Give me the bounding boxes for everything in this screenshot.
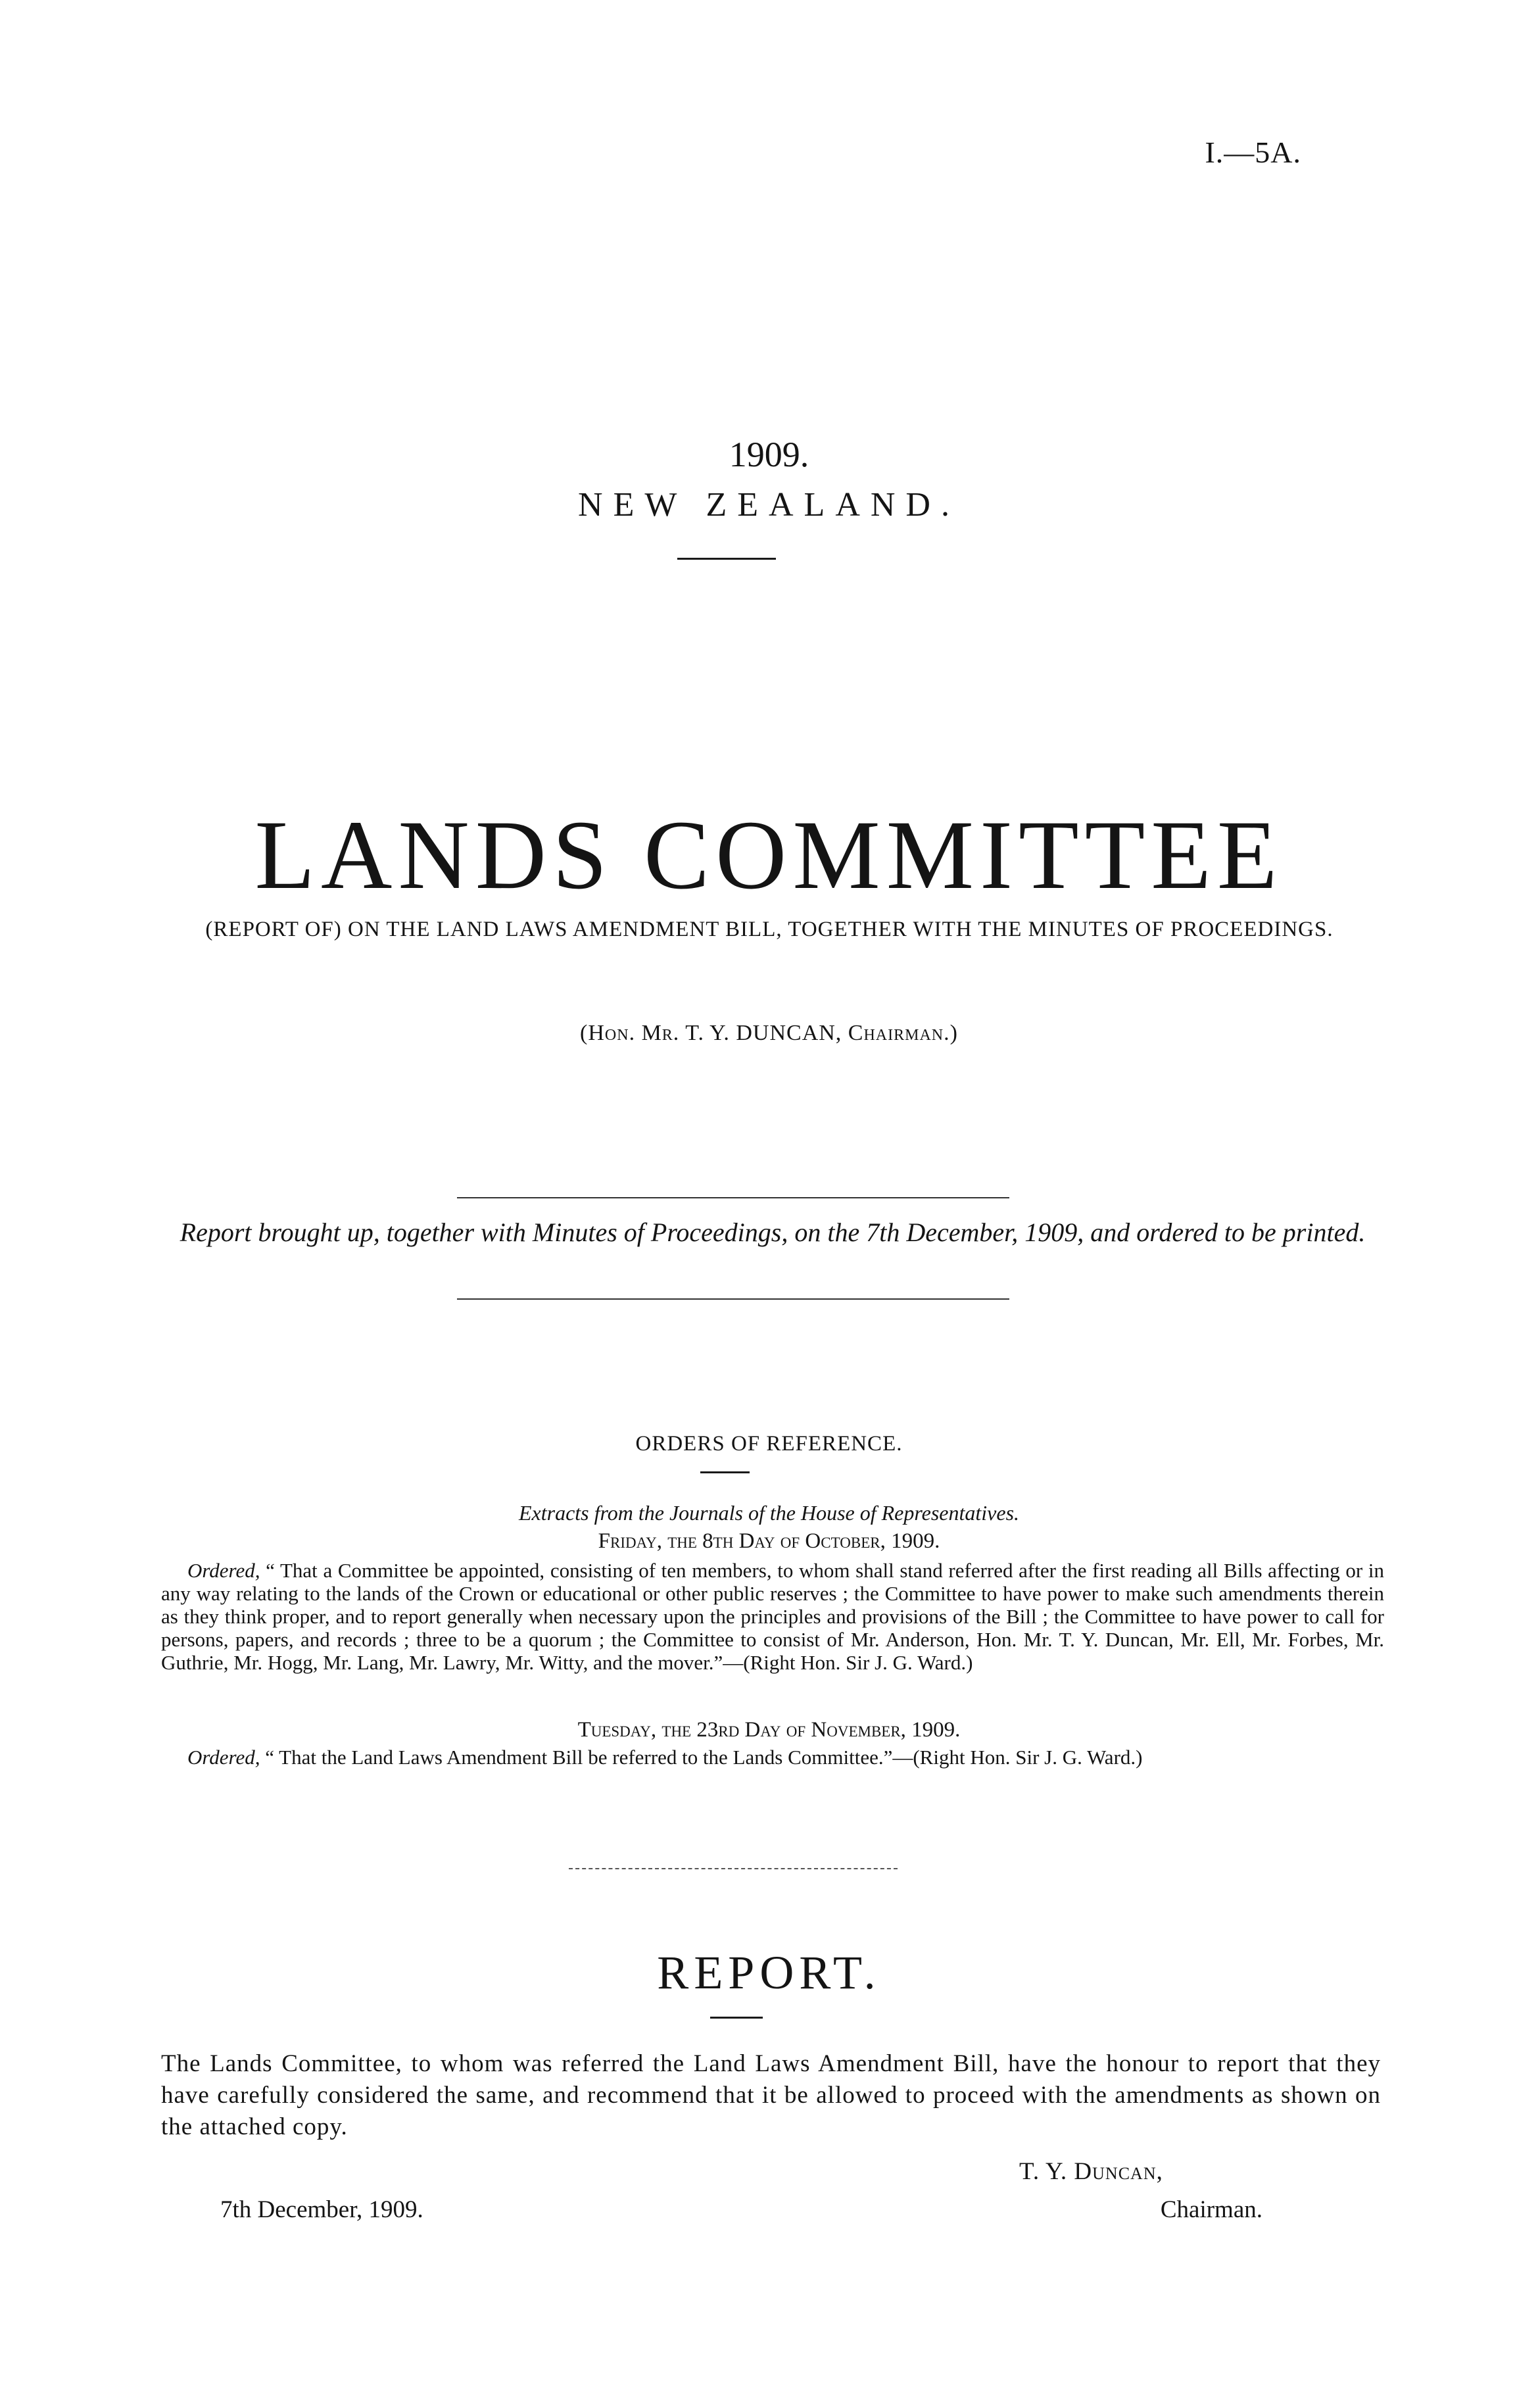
- report-heading: REPORT.: [657, 1946, 881, 1999]
- journal-extracts-caption: Extracts from the Journals of the House of Representatives.: [518, 1501, 1020, 1525]
- document-subtitle: (REPORT OF) ON THE LAND LAWS AMENDMENT BILL, TOGETHER WITH THE MINUTES OF PROCEEDINGS.: [205, 918, 1334, 941]
- signature-title: Chairman.: [1160, 2196, 1262, 2223]
- divider: [569, 1868, 898, 1869]
- divider: [700, 1471, 750, 1473]
- order-text: [161, 1559, 1384, 1674]
- orders-of-reference-heading: ORDERS OF REFERENCE.: [635, 1432, 903, 1456]
- document-reference-number: I.—5A.: [1205, 135, 1301, 169]
- order-body: “ That a Committee be appointed, consisting of ten members, to whom shall stand referred after the first reading all Bills affecting or in any way relating to the lands of the Crown or educational or other public reserves ; the Committee to have power to make such amendments therein as they think proper, and to report generally when necessary upon the principles and provisions of the Bill ; the Committee to have power to call for persons, papers, and records ; three to be a quorum ; the Committee to consist of Mr. Anderson, Hon. Mr. T. Y. Duncan, Mr. Ell, Mr. Forbes, Mr. Guthrie, Mr. Hogg, Mr. Lang, Mr. Lawry, Mr. Witty, and the mover.”—(Right Hon. Sir J. G. Ward.): [161, 1559, 1384, 1674]
- divider: [677, 558, 776, 560]
- divider: [710, 2017, 763, 2019]
- report-brought-up-note: Report brought up, together with Minutes of Proceedings, on the 7th December, 1909, and ordered to be printed.: [180, 1217, 1366, 1247]
- signature-name: T. Y. Duncan,: [1019, 2158, 1163, 2185]
- ordered-label: Ordered,: [187, 1746, 260, 1769]
- order-body: “ That the Land Laws Amendment Bill be referred to the Lands Committee.”—(Right Hon. Sir J. G. Ward.): [265, 1746, 1143, 1769]
- order-text: [161, 1746, 1384, 1769]
- country-heading: NEW ZEALAND.: [578, 486, 960, 524]
- document-year: 1909.: [729, 435, 809, 474]
- report-body: The Lands Committee, to whom was referred the Land Laws Amendment Bill, have the honour to report that they have carefully considered the same, and recommend that it be allowed to proceed with the amendments as shown on the attached copy.: [161, 2050, 1381, 2140]
- chairman-line: (Hon. Mr. T. Y. DUNCAN, Chairman.): [580, 1021, 958, 1045]
- order-date: Tuesday, the 23rd Day of November, 1909.: [577, 1718, 961, 1742]
- divider: [457, 1298, 1009, 1300]
- ordered-label: Ordered,: [187, 1559, 260, 1582]
- document-title: LANDS COMMITTEE: [254, 800, 1284, 910]
- report-date: 7th December, 1909.: [220, 2196, 423, 2223]
- order-date: Friday, the 8th Day of October, 1909.: [598, 1529, 940, 1553]
- divider: [457, 1197, 1009, 1198]
